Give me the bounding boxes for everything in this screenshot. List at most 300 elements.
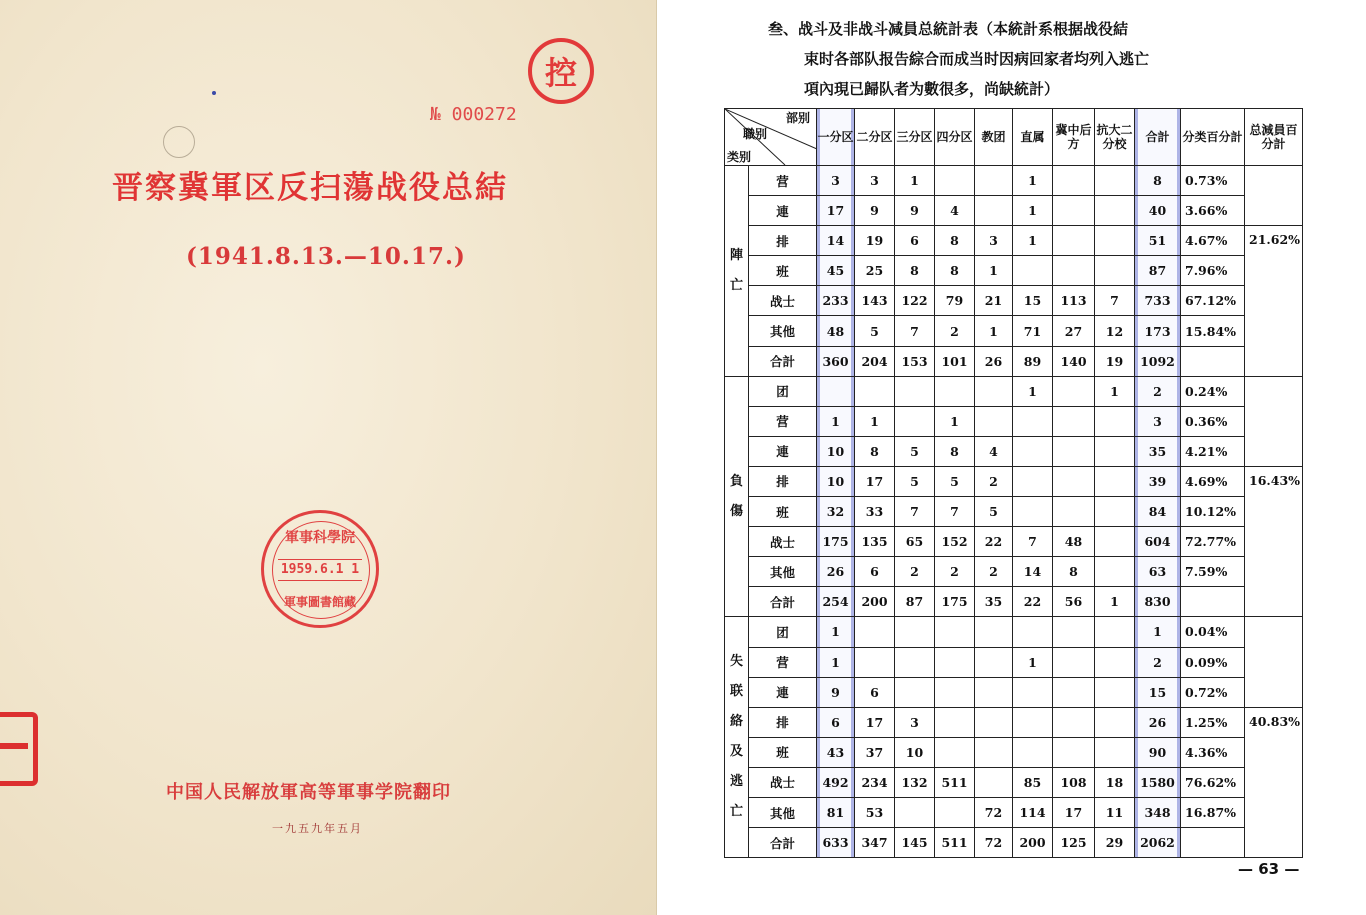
rank-cell: 合計 (749, 587, 817, 617)
value-cell (855, 647, 895, 677)
rank-cell: 合計 (749, 828, 817, 858)
value-cell: 830 (1135, 587, 1181, 617)
rank-cell: 連 (749, 436, 817, 466)
value-cell: 1 (817, 617, 855, 647)
pct-cell: 0.36% (1181, 406, 1245, 436)
value-cell: 9 (855, 196, 895, 226)
value-cell (975, 617, 1013, 647)
value-cell: 10 (895, 737, 935, 767)
rank-cell: 連 (749, 677, 817, 707)
value-cell: 81 (817, 797, 855, 827)
value-cell (895, 406, 935, 436)
ink-dot (212, 91, 216, 95)
value-cell: 6 (895, 226, 935, 256)
pct-cell: 16.87% (1181, 797, 1245, 827)
pct-cell: 1.25% (1181, 707, 1245, 737)
value-cell: 8 (855, 436, 895, 466)
value-cell (817, 376, 855, 406)
value-cell (975, 767, 1013, 797)
value-cell: 26 (975, 346, 1013, 376)
value-cell (1053, 707, 1095, 737)
value-cell: 1 (855, 406, 895, 436)
value-cell: 15 (1013, 286, 1053, 316)
table-row (725, 196, 1303, 226)
value-cell: 10 (817, 436, 855, 466)
value-cell (1013, 466, 1053, 496)
col-header: 三分区 (895, 109, 935, 166)
value-cell: 511 (935, 828, 975, 858)
value-cell: 72 (975, 828, 1013, 858)
value-cell: 122 (895, 286, 935, 316)
value-cell: 1 (1013, 376, 1053, 406)
rank-cell: 营 (749, 406, 817, 436)
rank-cell: 营 (749, 647, 817, 677)
value-cell: 1 (1013, 196, 1053, 226)
rank-cell: 其他 (749, 797, 817, 827)
casualty-table (724, 108, 1303, 858)
value-cell: 6 (855, 677, 895, 707)
value-cell: 10 (817, 466, 855, 496)
value-cell (935, 166, 975, 196)
value-cell: 5 (935, 466, 975, 496)
pct-cell: 15.84% (1181, 316, 1245, 346)
cover-title: 晋察冀軍区反扫蕩战役总結 (112, 170, 508, 206)
value-cell: 9 (817, 677, 855, 707)
value-cell: 37 (855, 737, 895, 767)
value-cell (935, 707, 975, 737)
value-cell: 4 (935, 196, 975, 226)
value-cell: 143 (855, 286, 895, 316)
corner-type-label: 类别 (727, 150, 752, 164)
value-cell: 51 (1135, 226, 1181, 256)
table-row (725, 527, 1303, 557)
value-cell: 2 (935, 557, 975, 587)
pct-cell: 67.12% (1181, 286, 1245, 316)
rank-cell: 連 (749, 196, 817, 226)
value-cell (1095, 226, 1135, 256)
value-cell: 173 (1135, 316, 1181, 346)
value-cell: 140 (1053, 346, 1095, 376)
value-cell: 135 (855, 527, 895, 557)
value-cell (1095, 647, 1135, 677)
value-cell (935, 376, 975, 406)
value-cell: 21 (975, 286, 1013, 316)
value-cell: 53 (855, 797, 895, 827)
value-cell: 79 (935, 286, 975, 316)
value-cell (1095, 166, 1135, 196)
pct-cell: 7.96% (1181, 256, 1245, 286)
total-pct-blank (1245, 617, 1303, 707)
value-cell (1095, 256, 1135, 286)
value-cell (1053, 166, 1095, 196)
value-cell: 17 (855, 707, 895, 737)
value-cell: 2062 (1135, 828, 1181, 858)
publisher: 中国人民解放軍高等軍事学院翻印 (166, 782, 451, 803)
value-cell: 113 (1053, 286, 1095, 316)
value-cell (855, 376, 895, 406)
col-header: 分类百分計 (1181, 109, 1245, 166)
table-row (725, 226, 1303, 256)
rank-cell: 排 (749, 466, 817, 496)
value-cell: 2 (975, 557, 1013, 587)
table-row (725, 587, 1303, 617)
value-cell (935, 737, 975, 767)
value-cell: 4 (975, 436, 1013, 466)
value-cell (1053, 256, 1095, 286)
value-cell (975, 647, 1013, 677)
value-cell: 1092 (1135, 346, 1181, 376)
col-header: 直属 (1013, 109, 1053, 166)
value-cell (1013, 677, 1053, 707)
value-cell (1053, 677, 1095, 707)
pct-cell: 0.24% (1181, 376, 1245, 406)
heading-line: 項內現已歸队者为數很多，尚缺統計） (804, 80, 1060, 98)
col-header: 一分区 (817, 109, 855, 166)
table-row (725, 256, 1303, 286)
value-cell: 108 (1053, 767, 1095, 797)
table-row (725, 828, 1303, 858)
value-cell: 1 (895, 166, 935, 196)
value-cell: 1 (817, 406, 855, 436)
value-cell (975, 166, 1013, 196)
value-cell: 7 (935, 497, 975, 527)
table-row (725, 316, 1303, 346)
rank-cell: 排 (749, 226, 817, 256)
value-cell: 87 (1135, 256, 1181, 286)
col-header: 教团 (975, 109, 1013, 166)
col-header: 合計 (1135, 109, 1181, 166)
value-cell (1053, 376, 1095, 406)
value-cell: 43 (817, 737, 855, 767)
value-cell: 5 (855, 316, 895, 346)
value-cell: 29 (1095, 828, 1135, 858)
col-header: 四分区 (935, 109, 975, 166)
table-row (725, 737, 1303, 767)
stamp-date: 1959.6.1 1 (278, 559, 362, 581)
value-cell (935, 647, 975, 677)
pct-cell (1181, 346, 1245, 376)
value-cell (895, 677, 935, 707)
value-cell: 19 (1095, 346, 1135, 376)
total-pct-cell: 21.62% (1245, 226, 1303, 376)
value-cell (1095, 406, 1135, 436)
table-row (725, 166, 1303, 196)
value-cell (1095, 497, 1135, 527)
value-cell (1053, 737, 1095, 767)
table-row (725, 797, 1303, 827)
heading-line: 束时各部队报告綜合而成当时因病回家者均列入逃亡 (804, 50, 1150, 68)
value-cell: 45 (817, 256, 855, 286)
spine-label (0, 712, 38, 786)
value-cell: 19 (855, 226, 895, 256)
value-cell (1013, 497, 1053, 527)
value-cell: 234 (855, 767, 895, 797)
value-cell: 1580 (1135, 767, 1181, 797)
value-cell: 1 (1095, 587, 1135, 617)
value-cell: 633 (817, 828, 855, 858)
pct-cell: 4.69% (1181, 466, 1245, 496)
value-cell (975, 376, 1013, 406)
value-cell (1095, 707, 1135, 737)
value-cell (1095, 196, 1135, 226)
value-cell: 35 (975, 587, 1013, 617)
value-cell: 65 (895, 527, 935, 557)
value-cell (1053, 466, 1095, 496)
value-cell: 101 (935, 346, 975, 376)
value-cell: 1 (1013, 166, 1053, 196)
library-stamp (261, 510, 379, 628)
pct-cell: 3.66% (1181, 196, 1245, 226)
value-cell: 14 (1013, 557, 1053, 587)
value-cell: 254 (817, 587, 855, 617)
corner-rank-label: 職别 (743, 127, 768, 141)
value-cell (1095, 557, 1135, 587)
value-cell: 3 (975, 226, 1013, 256)
value-cell: 125 (1053, 828, 1095, 858)
value-cell (1053, 196, 1095, 226)
value-cell: 87 (895, 587, 935, 617)
pct-cell: 4.36% (1181, 737, 1245, 767)
value-cell: 2 (1135, 647, 1181, 677)
value-cell (1013, 737, 1053, 767)
value-cell: 89 (1013, 346, 1053, 376)
value-cell: 25 (855, 256, 895, 286)
book-cover (0, 0, 657, 915)
value-cell: 175 (817, 527, 855, 557)
value-cell: 1 (975, 256, 1013, 286)
value-cell: 17 (1053, 797, 1095, 827)
value-cell: 2 (895, 557, 935, 587)
value-cell: 1 (1135, 617, 1181, 647)
rank-cell: 其他 (749, 316, 817, 346)
value-cell: 9 (895, 196, 935, 226)
value-cell: 1 (1013, 647, 1053, 677)
value-cell: 11 (1095, 797, 1135, 827)
rank-cell: 排 (749, 707, 817, 737)
rank-cell: 战士 (749, 767, 817, 797)
value-cell: 2 (935, 316, 975, 346)
category-cell: 失联絡及逃亡 (725, 617, 749, 858)
value-cell: 8 (935, 436, 975, 466)
value-cell (895, 617, 935, 647)
rank-cell: 其他 (749, 557, 817, 587)
value-cell: 6 (855, 557, 895, 587)
value-cell (1013, 256, 1053, 286)
rank-cell: 战士 (749, 527, 817, 557)
category-cell: 負傷 (725, 376, 749, 617)
value-cell (1053, 647, 1095, 677)
value-cell: 511 (935, 767, 975, 797)
table-row (725, 707, 1303, 737)
table-row (725, 497, 1303, 527)
heading-line: 叁、战斗及非战斗减員总統計表（本統計系根据战役結 (768, 20, 1129, 38)
value-cell: 2 (975, 466, 1013, 496)
table-row (725, 617, 1303, 647)
pct-cell: 0.09% (1181, 647, 1245, 677)
value-cell: 1 (975, 316, 1013, 346)
value-cell (855, 617, 895, 647)
col-header: 总減員百分計 (1245, 109, 1303, 166)
value-cell: 17 (817, 196, 855, 226)
value-cell (1013, 436, 1053, 466)
value-cell (1095, 466, 1135, 496)
value-cell: 63 (1135, 557, 1181, 587)
value-cell: 84 (1135, 497, 1181, 527)
binding-hole (163, 126, 195, 158)
value-cell: 15 (1135, 677, 1181, 707)
table-row (725, 767, 1303, 797)
value-cell: 114 (1013, 797, 1053, 827)
value-cell: 22 (1013, 587, 1053, 617)
value-cell: 3 (895, 707, 935, 737)
header-corner (725, 109, 817, 166)
category-cell: 陣亡 (725, 166, 749, 377)
value-cell: 72 (975, 797, 1013, 827)
pct-cell (1181, 587, 1245, 617)
table-row (725, 557, 1303, 587)
value-cell: 604 (1135, 527, 1181, 557)
value-cell: 1 (935, 406, 975, 436)
value-cell: 200 (1013, 828, 1053, 858)
value-cell: 5 (975, 497, 1013, 527)
value-cell: 7 (1013, 527, 1053, 557)
value-cell (1053, 617, 1095, 647)
value-cell (1013, 707, 1053, 737)
table-row (725, 376, 1303, 406)
rank-cell: 班 (749, 737, 817, 767)
value-cell: 1 (1095, 376, 1135, 406)
total-pct-blank (1245, 376, 1303, 466)
publish-date: 一九五九年五月 (272, 822, 363, 835)
total-pct-blank (1245, 166, 1303, 226)
value-cell: 5 (895, 436, 935, 466)
value-cell (1053, 226, 1095, 256)
value-cell: 3 (817, 166, 855, 196)
value-cell: 56 (1053, 587, 1095, 617)
value-cell (1095, 617, 1135, 647)
value-cell: 3 (855, 166, 895, 196)
value-cell (975, 707, 1013, 737)
value-cell: 12 (1095, 316, 1135, 346)
value-cell (1095, 527, 1135, 557)
table-row (725, 466, 1303, 496)
value-cell: 7 (895, 497, 935, 527)
value-cell (895, 647, 935, 677)
value-cell: 6 (817, 707, 855, 737)
value-cell: 7 (1095, 286, 1135, 316)
pct-cell: 76.62% (1181, 767, 1245, 797)
value-cell: 17 (855, 466, 895, 496)
table-row (725, 346, 1303, 376)
value-cell: 347 (855, 828, 895, 858)
value-cell (895, 797, 935, 827)
table-page (668, 0, 1366, 915)
corner-unit-label: 部别 (785, 111, 810, 125)
rank-cell: 营 (749, 166, 817, 196)
value-cell (975, 406, 1013, 436)
value-cell (1053, 436, 1095, 466)
table-row (725, 436, 1303, 466)
pct-cell: 4.67% (1181, 226, 1245, 256)
value-cell: 48 (1053, 527, 1095, 557)
value-cell (975, 677, 1013, 707)
value-cell (1095, 737, 1135, 767)
value-cell: 145 (895, 828, 935, 858)
value-cell: 39 (1135, 466, 1181, 496)
page-number: — 63 — (1238, 860, 1300, 878)
col-header: 二分区 (855, 109, 895, 166)
value-cell: 5 (895, 466, 935, 496)
rank-cell: 班 (749, 497, 817, 527)
rank-cell: 团 (749, 617, 817, 647)
value-cell: 492 (817, 767, 855, 797)
value-cell: 22 (975, 527, 1013, 557)
value-cell (1013, 406, 1053, 436)
value-cell: 153 (895, 346, 935, 376)
value-cell: 1 (817, 647, 855, 677)
value-cell: 360 (817, 346, 855, 376)
value-cell (1053, 406, 1095, 436)
pct-cell (1181, 828, 1245, 858)
serial-number: № 000272 (430, 104, 517, 125)
value-cell: 26 (817, 557, 855, 587)
pct-cell: 4.21% (1181, 436, 1245, 466)
pct-cell: 7.59% (1181, 557, 1245, 587)
value-cell: 27 (1053, 316, 1095, 346)
value-cell: 733 (1135, 286, 1181, 316)
table-heading (768, 14, 1328, 104)
value-cell: 26 (1135, 707, 1181, 737)
table-row (725, 677, 1303, 707)
pct-cell: 72.77% (1181, 527, 1245, 557)
value-cell: 71 (1013, 316, 1053, 346)
value-cell: 233 (817, 286, 855, 316)
value-cell: 48 (817, 316, 855, 346)
value-cell: 175 (935, 587, 975, 617)
value-cell (975, 737, 1013, 767)
value-cell: 152 (935, 527, 975, 557)
rank-cell: 合計 (749, 346, 817, 376)
value-cell: 204 (855, 346, 895, 376)
value-cell: 40 (1135, 196, 1181, 226)
value-cell: 3 (1135, 406, 1181, 436)
stamp-top-text: 軍事科學院 (285, 530, 355, 546)
value-cell: 8 (935, 256, 975, 286)
pct-cell: 0.04% (1181, 617, 1245, 647)
value-cell: 18 (1095, 767, 1135, 797)
col-header: 抗大二分校 (1095, 109, 1135, 166)
value-cell (1053, 497, 1095, 527)
rank-cell: 团 (749, 376, 817, 406)
value-cell: 8 (935, 226, 975, 256)
rank-cell: 班 (749, 256, 817, 286)
value-cell: 2 (1135, 376, 1181, 406)
value-cell (975, 196, 1013, 226)
value-cell: 33 (855, 497, 895, 527)
value-cell: 32 (817, 497, 855, 527)
value-cell (1095, 436, 1135, 466)
value-cell: 85 (1013, 767, 1053, 797)
table-row (725, 286, 1303, 316)
table-row (725, 647, 1303, 677)
value-cell: 35 (1135, 436, 1181, 466)
value-cell: 8 (1135, 166, 1181, 196)
value-cell: 348 (1135, 797, 1181, 827)
stamp-bottom-text: 軍事圖書館藏 (283, 595, 356, 609)
value-cell (935, 797, 975, 827)
value-cell: 90 (1135, 737, 1181, 767)
pct-cell: 10.12% (1181, 497, 1245, 527)
